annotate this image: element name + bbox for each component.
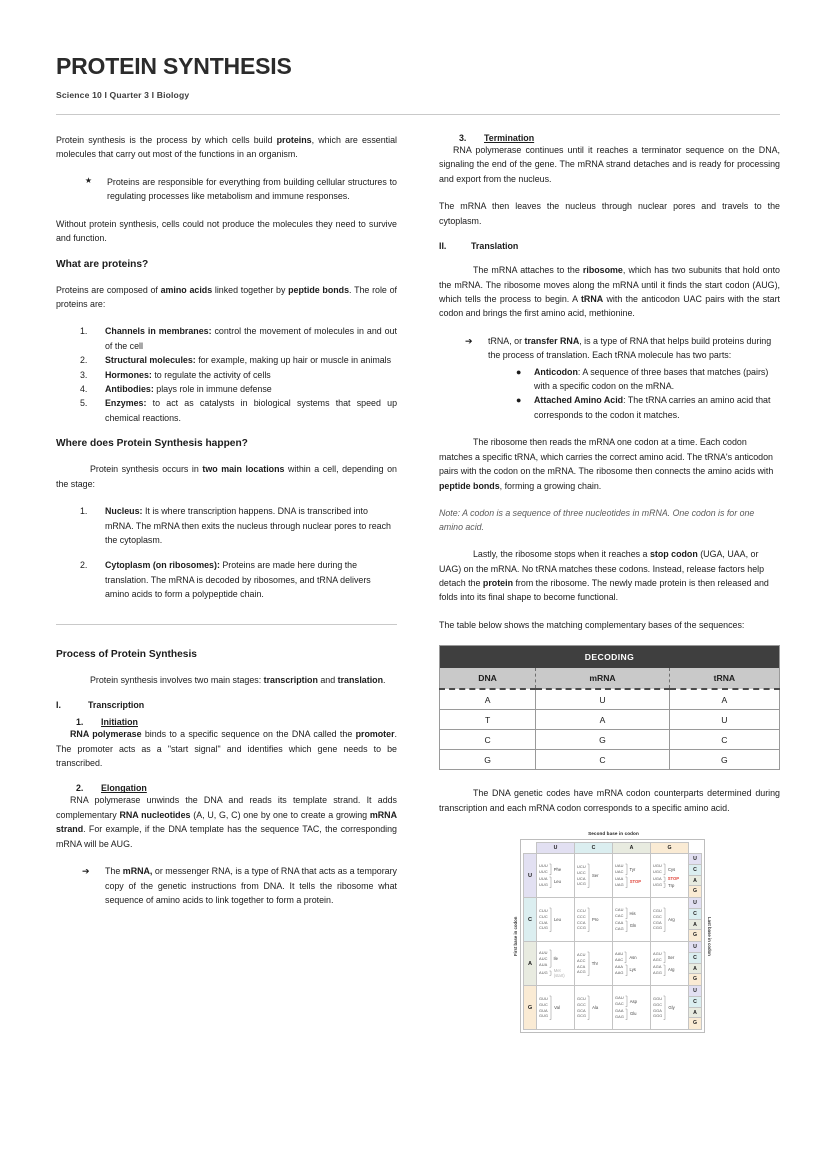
codon-group (615, 1008, 648, 1021)
trna-arrow-list (439, 334, 780, 423)
codon-triplets: ACU ACC ACA ACG (577, 951, 586, 975)
codon-cell (575, 898, 613, 942)
list-item (80, 504, 397, 547)
codon-triplets: UGU UGC (653, 863, 662, 875)
codon-grid-row (524, 986, 702, 1030)
amino-acid-label: Phe (553, 866, 562, 872)
table-cell: A (669, 689, 779, 710)
codon-triplets: UAU UAC (615, 863, 624, 875)
brace-icon (587, 907, 590, 933)
table-cell: G (669, 750, 779, 770)
list-item-text: Anticodon: A sequence of three bases that matches (pairs) with a specific codon on the mRNA. (534, 366, 769, 392)
codon-last-base-column (689, 986, 702, 1030)
heading-where-happens: Where does Protein Synthesis happen? (56, 438, 248, 450)
codon-cell (613, 854, 651, 898)
list-item-text: Enzymes: to act as catalysts in biological systems that speed up chemical reactions. (105, 398, 397, 423)
codon-last-base-A: A (689, 876, 701, 887)
codon-grid-corner (689, 843, 702, 854)
table-cell: G (536, 730, 670, 750)
arrow-right-icon: ➔ (465, 335, 473, 346)
amino-acid-label: Glu (629, 1011, 637, 1017)
mrna-arrow-text: The mRNA, or messenger RNA, is a type of RNA that acts as a temporary copy of the genetic instructions from DNA. It tells the ribosome what sequence of amino acids to link together to form a protein. (105, 866, 397, 905)
decoding-table-caption: DECODING (440, 646, 780, 669)
amino-acid-label: Leu (553, 879, 561, 885)
codon-cell (651, 986, 689, 1030)
table-intro-paragraph: The table below shows the matching complementary bases of the sequences: (439, 619, 745, 630)
brace-icon (625, 907, 628, 920)
list-item-text: Structural molecules: for example, making up hair or muscle in animals (105, 355, 392, 366)
codon-group (577, 907, 610, 933)
brace-icon (625, 1008, 628, 1021)
step-label: Elongation (101, 783, 147, 794)
codon-grid-row (524, 942, 702, 986)
table-outro-paragraph (439, 786, 780, 815)
codon-cell (537, 986, 575, 1030)
codon-group (615, 964, 648, 977)
codon-group (653, 995, 686, 1021)
codon-last-base-G: G (689, 974, 701, 985)
where-paragraph (56, 462, 397, 491)
codon-triplets: AAU AAC (615, 951, 624, 963)
codon-triplets: GAA GAG (615, 1008, 624, 1019)
brace-icon (549, 949, 552, 968)
roman-section-translation (439, 241, 780, 251)
list-item (516, 393, 780, 422)
codon-triplets: UUU UUC (539, 863, 548, 875)
brace-icon (587, 951, 590, 977)
codon-last-base-A: A (689, 964, 701, 975)
codon-group (539, 968, 572, 978)
codon-second-base-C: C (575, 843, 613, 854)
codon-group (539, 995, 572, 1021)
codon-group (653, 882, 686, 888)
elongation-text: RNA polymerase unwinds the DNA and reads its template strand. It adds complementary RNA nucleotides (A, U, G, C) one by one to create a growing mRNA strand. For example, if the DNA template has the sequence TAC, the corresponding mRNA will be AUG. (56, 795, 397, 849)
codon-group (615, 995, 648, 1008)
amino-acid-label: Met (start) (553, 968, 565, 979)
amino-acid-label: STOP (667, 876, 680, 882)
elongation-paragraph (56, 793, 397, 851)
stop-codon-text: Lastly, the ribosome stops when it reaches a stop codon (UGA, UAA, or UAG) on the mRNA. No tRNA matches these codons. Instead, release factors help detach the protein from the ribosome. The newly made protein is then released and folds into its final shape to become functional. (439, 549, 769, 603)
codon-triplets: CUU CUC CUA CUG (539, 907, 548, 931)
section-divider (56, 624, 397, 625)
ribosome-paragraph (439, 435, 780, 493)
table-cell: C (440, 730, 536, 750)
amino-acid-label: Cys (667, 866, 676, 872)
codon-note: Note: A codon is a sequence of three nucleotides in mRNA. One codon is for one amino acid. (439, 508, 755, 533)
table-cell: T (440, 710, 536, 730)
intro-paragraph: Protein synthesis is the process by which cells build proteins, which are essential molecules that carry out most of the functions in an organism. (56, 135, 397, 160)
brace-icon (549, 970, 552, 976)
star-icon: ★ (84, 175, 93, 185)
decoding-table-head (440, 646, 780, 690)
decoding-table (439, 645, 780, 770)
brace-icon (625, 876, 628, 889)
codon-group (653, 863, 686, 876)
codon-triplets: UCU UCC UCA UCG (577, 863, 586, 887)
brace-icon (663, 995, 666, 1021)
codon-last-base-A: A (689, 920, 701, 931)
codon-triplets: AAA AAG (615, 964, 624, 975)
list-item-text: Antibodies: plays role in immune defense (105, 384, 272, 395)
brace-icon (587, 995, 590, 1021)
codon-grid (523, 842, 702, 1030)
list-item-marker: 1. (80, 326, 88, 337)
codon-chart-left-label: First base in codon (513, 916, 518, 956)
codon-cell (537, 942, 575, 986)
brace-icon (549, 907, 552, 933)
codon-last-base-G: G (689, 1018, 701, 1029)
step-number: 3. (459, 133, 467, 143)
arrow-right-icon: ➔ (82, 866, 90, 877)
table-cell: U (536, 689, 670, 710)
heading-what-are-proteins: What are proteins? (56, 258, 149, 270)
codon-triplets: AGA AGG (653, 964, 662, 975)
decoding-table-caption-row (440, 646, 780, 669)
list-item (80, 324, 397, 353)
list-item (80, 382, 397, 396)
trna-arrow-text (488, 334, 780, 423)
codon-group (653, 907, 686, 933)
amino-acid-label: Ile (553, 956, 558, 962)
list-item (80, 353, 397, 367)
step-initiation (76, 717, 397, 727)
list-item-text: Channels in membranes: control the movement of molecules in and out of the cell (105, 326, 397, 351)
brace-icon (663, 863, 666, 876)
list-item-marker: 2. (80, 355, 88, 366)
table-row (440, 750, 780, 770)
codon-triplets: GCU GCC GCA GCG (577, 995, 587, 1019)
codon-last-base-column (689, 854, 702, 898)
roman-label: Transcription (88, 700, 145, 711)
codon-last-base-G: G (689, 930, 701, 941)
list-item (80, 396, 397, 425)
amino-acid-label: Gln (629, 923, 637, 929)
right-column (439, 133, 780, 1033)
codon-last-base-C: C (689, 953, 701, 964)
mrna-leaves-paragraph: The mRNA then leaves the nucleus through nuclear pores and travels to the cytoplasm. (439, 201, 780, 226)
codon-last-base-C: C (689, 997, 701, 1008)
codon-second-base-A: A (613, 843, 651, 854)
codon-triplets: UAA UAG (615, 876, 624, 887)
list-item-marker: 2. (80, 560, 88, 571)
star-bullet-text: Proteins are responsible for everything from building cellular structures to regulating processes like metabolism and immune responses. (107, 176, 397, 202)
codon-last-base-U: U (689, 986, 701, 997)
codon-first-base-U: U (524, 854, 537, 898)
step-number: 1. (76, 717, 84, 728)
bullet-dot-icon: ● (516, 395, 522, 406)
process-paragraph-text: Protein synthesis involves two main stages: transcription and translation. (90, 674, 386, 685)
list-item-text: Nucleus: It is where transcription happens. DNA is transcribed into mRNA. The mRNA then exits the nucleus through nuclear pores to reach the cytoplasm. (105, 506, 391, 546)
codon-last-base-C: C (689, 909, 701, 920)
table-cell: A (440, 689, 536, 710)
codon-last-base-G: G (689, 886, 701, 897)
codon-group (577, 995, 610, 1021)
step-label: Termination (484, 133, 535, 143)
list-item-marker: 5. (80, 398, 88, 409)
codon-second-base-U: U (537, 843, 575, 854)
amino-acid-label: Ser (591, 873, 599, 879)
codon-triplets: AGU AGC (653, 951, 662, 963)
codon-cell (575, 986, 613, 1030)
codon-last-base-U: U (689, 898, 701, 909)
roman-label: Translation (471, 241, 519, 252)
roman-section-transcription (56, 700, 397, 710)
codon-group (539, 907, 572, 933)
codon-group (539, 863, 572, 876)
codon-second-base-G: G (651, 843, 689, 854)
list-item (82, 864, 397, 907)
amino-acid-label: Arg (667, 967, 675, 973)
initiation-text: RNA polymerase binds to a specific sequence on the DNA called the promoter. The promoter acts as a "start signal" and identifies which gene needs to be transcribed. (56, 729, 397, 768)
amino-acid-label: Gly (668, 1005, 675, 1011)
codon-cell (651, 898, 689, 942)
codon-last-base-U: U (689, 942, 701, 953)
codon-cell (613, 986, 651, 1030)
codon-last-base-column (689, 942, 702, 986)
codon-group (539, 876, 572, 889)
translation-paragraph (439, 263, 780, 321)
heading-process: Process of Protein Synthesis (56, 648, 197, 660)
step-number: 2. (76, 783, 84, 794)
brace-icon (624, 951, 627, 964)
list-item (80, 558, 397, 601)
termination-paragraph (439, 143, 780, 186)
codon-group (577, 863, 610, 889)
column-header-mrna: mRNA (536, 668, 670, 689)
list-item-text: Attached Amino Acid: The tRNA carries an amino acid that corresponds to the codon it matches. (534, 395, 771, 420)
table-cell: G (440, 750, 536, 770)
codon-triplets: UUA UUG (539, 876, 548, 887)
codon-group (653, 964, 686, 977)
termination-text: RNA polymerase continues until it reaches a terminator sequence on the DNA, signaling the end of the gene. The mRNA strand detaches and is ready for processing and export from the nucleus. (439, 145, 780, 184)
codon-triplets: GAU GAC (615, 995, 624, 1007)
codon-triplets: UGA (653, 875, 662, 881)
list-item (516, 365, 780, 394)
amino-acid-label: Ala (592, 1005, 599, 1011)
where-paragraph-text: Protein synthesis occurs in two main locations within a cell, depending on the stage: (56, 464, 397, 489)
list-item-marker: 3. (80, 369, 88, 380)
amino-acid-label: STOP (629, 879, 642, 885)
column-header-trna: tRNA (669, 668, 779, 689)
brace-icon (625, 920, 628, 933)
list-item-text: Cytoplasm (on ribosomes): Proteins are made here during the translation. The mRNA is decoded by ribosomes, and tRNA delivers amino acids to form a polypeptide chain. (105, 560, 371, 600)
codon-group (539, 949, 572, 968)
brace-icon (663, 882, 666, 888)
table-row (440, 689, 780, 710)
protein-roles-list (56, 324, 397, 425)
translation-text: The mRNA attaches to the ribosome, which has two subunits that hold onto the mRNA. The ribosome moves along the mRNA until it finds the start codon (AUG), which tells the process to begin. A tRNA with the anticodon UAC pairs with the start codon and brings the first amino acid, methionine. (439, 265, 780, 319)
brace-icon (663, 907, 666, 933)
document-header (56, 55, 780, 100)
table-row (440, 730, 780, 750)
trna-intro: tRNA, or transfer RNA, is a type of RNA that helps build proteins during the process of translation. Each tRNA molecule has two parts: (488, 335, 772, 361)
amino-acid-label: Thr (591, 961, 599, 967)
codon-last-base-C: C (689, 865, 701, 876)
decoding-table-body (440, 689, 780, 770)
table-cell: C (536, 750, 670, 770)
two-column-layout (56, 133, 780, 1033)
step-elongation (76, 783, 397, 793)
codon-chart-top-label: Second base in codon (588, 831, 639, 837)
codon-first-base-A: A (524, 942, 537, 986)
amino-acid-label: Pro (591, 917, 599, 923)
list-item-marker: 1. (80, 506, 88, 517)
roman-numeral: I. (56, 700, 61, 711)
codon-cell (613, 898, 651, 942)
codon-triplets: CGU CGC CGA CGG (653, 907, 663, 931)
process-paragraph (56, 673, 397, 687)
codon-chart-right-label: Last base in codon (707, 916, 712, 956)
column-header-dna: DNA (440, 668, 536, 689)
amino-acid-label: Tyr (629, 866, 636, 872)
list-item (465, 334, 780, 423)
brace-icon (549, 863, 552, 876)
table-outro-text: The DNA genetic codes have mRNA codon counterparts determined during transcription and each mRNA codon corresponds to a specific amino acid. (439, 788, 780, 813)
locations-list (56, 504, 397, 602)
roman-numeral: II. (439, 241, 447, 252)
header-divider (56, 114, 780, 115)
codon-triplets: UGG (653, 882, 663, 888)
list-item-marker: 4. (80, 384, 88, 395)
codon-grid-frame (520, 839, 705, 1033)
amino-acid-label: Asn (629, 954, 637, 960)
codon-first-base-C: C (524, 898, 537, 942)
codon-group (615, 863, 648, 876)
initiation-paragraph (56, 727, 397, 770)
codon-group (653, 951, 686, 964)
table-row (440, 710, 780, 730)
codon-cell (575, 942, 613, 986)
brace-icon (625, 863, 628, 876)
intro-paragraph-2: Without protein synthesis, cells could not produce the molecules they need to survive and function. (56, 218, 397, 244)
codon-chart (511, 831, 716, 1033)
list-item-text: Hormones: to regulate the activity of cells (105, 369, 271, 380)
codon-triplets: CCU CCC CCA CCG (577, 907, 586, 931)
left-column (56, 133, 397, 1033)
codon-cell (613, 942, 651, 986)
stop-codon-paragraph (439, 547, 780, 605)
brace-icon (587, 863, 590, 889)
codon-cell (651, 942, 689, 986)
codon-group (615, 951, 648, 964)
amino-acid-label: Leu (553, 917, 561, 923)
decoding-table-header-row (440, 668, 780, 689)
amino-acid-label: His (629, 910, 636, 916)
codon-last-base-U: U (689, 854, 701, 865)
brace-icon (663, 951, 666, 964)
codon-grid-corner (524, 843, 537, 854)
amino-acid-label: Lys (629, 967, 636, 973)
codon-grid-row (524, 898, 702, 942)
codon-cell (575, 854, 613, 898)
step-label: Initiation (101, 717, 138, 728)
brace-icon (549, 995, 552, 1021)
codon-last-base-A: A (689, 1008, 701, 1019)
codon-cell (537, 898, 575, 942)
codon-triplets: AUG (539, 970, 548, 976)
codon-cell (537, 854, 575, 898)
page-subtitle: Science 10 I Quarter 3 I Biology (56, 90, 190, 100)
amino-acid-label: Asp (629, 998, 637, 1004)
amino-acid-label: Trp (668, 882, 675, 888)
codon-triplets: GGU GGC GGA GGG (653, 995, 663, 1019)
list-item (80, 368, 397, 382)
amino-acid-label: Val (554, 1005, 560, 1011)
brace-icon (625, 964, 628, 977)
ribosome-text: The ribosome then reads the mRNA one codon at a time. Each codon matches a specific tRNA, which carries the correct amino acid. The tRNA's anticodon pairs with the codon on the mRNA. The ribosome then connects the amino acids with peptide bonds, forming a growing chain. (439, 437, 774, 491)
codon-triplets: AUU AUC AUA (539, 949, 548, 967)
codon-first-base-G: G (524, 986, 537, 1030)
brace-icon (625, 995, 628, 1008)
codon-last-base-column (689, 898, 702, 942)
page-title: PROTEIN SYNTHESIS (56, 53, 292, 79)
codon-group (577, 951, 610, 977)
codon-grid-header-row (524, 843, 702, 854)
amino-acid-label: Ser (667, 954, 675, 960)
codon-group (615, 907, 648, 920)
table-cell: A (536, 710, 670, 730)
what-are-proteins-paragraph: Proteins are composed of amino acids linked together by peptide bonds. The role of proteins are: (56, 284, 397, 309)
trna-parts-list (488, 365, 780, 423)
codon-group (615, 920, 648, 933)
list-item (84, 175, 397, 204)
codon-grid-row (524, 854, 702, 898)
brace-icon (549, 876, 552, 889)
step-termination (459, 133, 780, 143)
table-cell: U (669, 710, 779, 730)
star-bullet-list (56, 175, 397, 204)
bullet-dot-icon: ● (516, 366, 522, 377)
amino-acid-label: Arg (668, 917, 675, 923)
codon-cell (651, 854, 689, 898)
codon-chart-body (511, 839, 716, 1033)
table-cell: C (669, 730, 779, 750)
codon-triplets: CAU CAC (615, 907, 624, 919)
codon-triplets: CAA CAG (615, 920, 624, 931)
brace-icon (663, 964, 666, 977)
codon-group (615, 876, 648, 889)
codon-grid-body (524, 843, 702, 1030)
mrna-arrow-list (56, 864, 397, 907)
codon-triplets: GUU GUC GUA GUG (539, 995, 549, 1019)
